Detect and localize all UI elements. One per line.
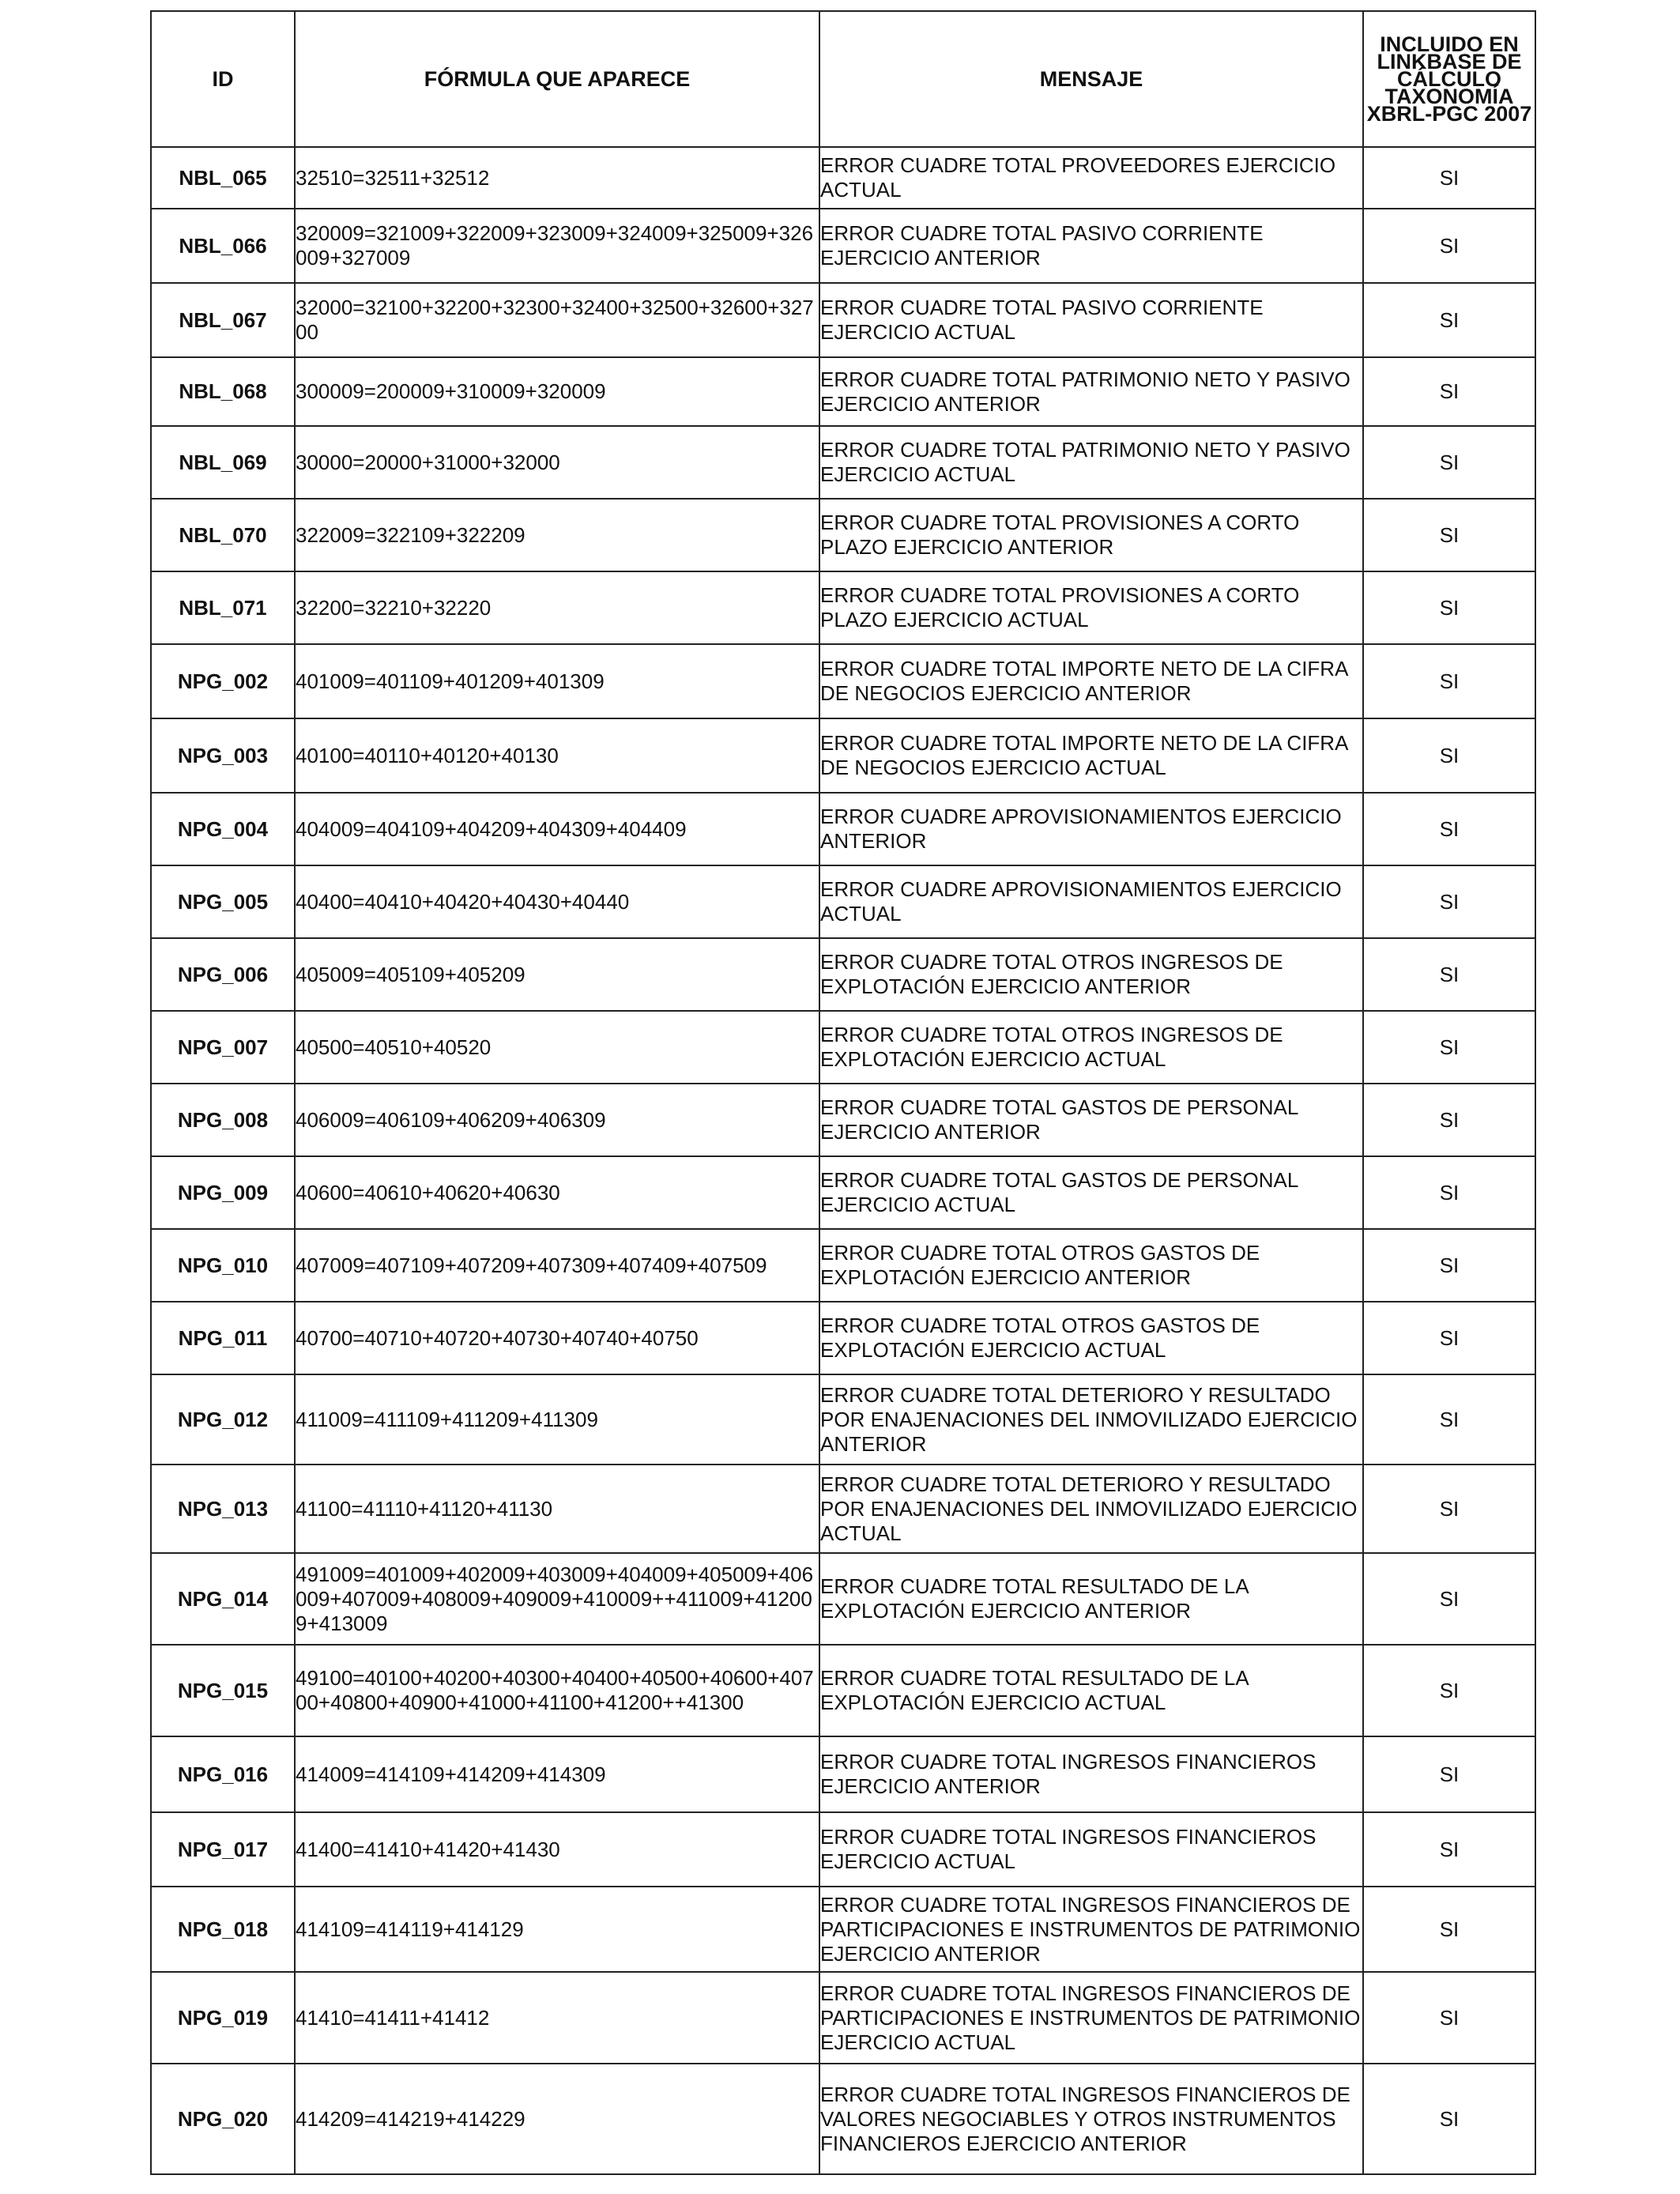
header-formula: FÓRMULA QUE APARECE: [295, 11, 819, 147]
row-message: ERROR CUADRE TOTAL GASTOS DE PERSONAL EJERCICIO ACTUAL: [819, 1156, 1363, 1229]
row-included: SI: [1363, 1736, 1535, 1812]
row-message: ERROR CUADRE TOTAL PASIVO CORRIENTE EJERCICIO ACTUAL: [819, 283, 1363, 357]
table-row: [151, 1887, 1535, 1972]
row-message: ERROR CUADRE TOTAL OTROS INGRESOS DE EXPLOTACIÓN EJERCICIO ACTUAL: [819, 1011, 1363, 1084]
row-included: SI: [1363, 499, 1535, 571]
row-formula: 32200=32210+32220: [295, 571, 819, 644]
table-row: [151, 1465, 1535, 1553]
table-row: [151, 571, 1535, 644]
row-included: SI: [1363, 1553, 1535, 1645]
row-formula: 300009=200009+310009+320009: [295, 357, 819, 426]
row-message: ERROR CUADRE TOTAL PROVISIONES A CORTO PLAZO EJERCICIO ANTERIOR: [819, 499, 1363, 571]
row-formula: 491009=401009+402009+403009+404009+405009+406009+407009+408009+409009+410009++411009+412009+413009: [295, 1553, 819, 1645]
header-id: ID: [151, 11, 295, 147]
row-id: NPG_020: [151, 2064, 295, 2174]
row-id: NPG_011: [151, 1302, 295, 1374]
table-row: [151, 1736, 1535, 1812]
row-id: NBL_071: [151, 571, 295, 644]
row-formula: 41100=41110+41120+41130: [295, 1465, 819, 1553]
row-id: NBL_067: [151, 283, 295, 357]
row-included: SI: [1363, 357, 1535, 426]
row-message: ERROR CUADRE TOTAL INGRESOS FINANCIEROS EJERCICIO ACTUAL: [819, 1812, 1363, 1887]
row-included: SI: [1363, 1229, 1535, 1302]
table-row: [151, 357, 1535, 426]
row-message: ERROR CUADRE TOTAL GASTOS DE PERSONAL EJERCICIO ANTERIOR: [819, 1084, 1363, 1156]
row-id: NPG_016: [151, 1736, 295, 1812]
table-header-row: [151, 11, 1535, 147]
row-formula: 406009=406109+406209+406309: [295, 1084, 819, 1156]
row-message: ERROR CUADRE TOTAL INGRESOS FINANCIEROS DE PARTICIPACIONES E INSTRUMENTOS DE PATRIMONIO EJERCICIO ANTERIOR: [819, 1887, 1363, 1972]
row-message: ERROR CUADRE TOTAL OTROS GASTOS DE EXPLOTACIÓN EJERCICIO ANTERIOR: [819, 1229, 1363, 1302]
row-id: NPG_014: [151, 1553, 295, 1645]
row-message: ERROR CUADRE TOTAL IMPORTE NETO DE LA CIFRA DE NEGOCIOS EJERCICIO ANTERIOR: [819, 644, 1363, 718]
row-formula: 41410=41411+41412: [295, 1972, 819, 2064]
table-row: [151, 1156, 1535, 1229]
row-id: NBL_069: [151, 426, 295, 499]
row-formula: 320009=321009+322009+323009+324009+325009+326009+327009: [295, 209, 819, 283]
row-formula: 411009=411109+411209+411309: [295, 1374, 819, 1465]
table-row: [151, 499, 1535, 571]
row-id: NPG_006: [151, 938, 295, 1011]
row-included: SI: [1363, 718, 1535, 793]
row-message: ERROR CUADRE APROVISIONAMIENTOS EJERCICIO ANTERIOR: [819, 793, 1363, 865]
table-row: [151, 644, 1535, 718]
row-message: ERROR CUADRE TOTAL PATRIMONIO NETO Y PASIVO EJERCICIO ACTUAL: [819, 426, 1363, 499]
row-formula: 40100=40110+40120+40130: [295, 718, 819, 793]
row-formula: 414109=414119+414129: [295, 1887, 819, 1972]
row-message: ERROR CUADRE TOTAL PATRIMONIO NETO Y PASIVO EJERCICIO ANTERIOR: [819, 357, 1363, 426]
row-message: ERROR CUADRE TOTAL DETERIORO Y RESULTADO POR ENAJENACIONES DEL INMOVILIZADO EJERCICIO ACTUAL: [819, 1465, 1363, 1553]
row-formula: 41400=41410+41420+41430: [295, 1812, 819, 1887]
row-formula: 40700=40710+40720+40730+40740+40750: [295, 1302, 819, 1374]
table-row: [151, 1374, 1535, 1465]
row-id: NPG_004: [151, 793, 295, 865]
row-formula: 322009=322109+322209: [295, 499, 819, 571]
row-id: NBL_065: [151, 147, 295, 209]
row-included: SI: [1363, 793, 1535, 865]
row-id: NBL_070: [151, 499, 295, 571]
table-row: [151, 1972, 1535, 2064]
row-formula: 405009=405109+405209: [295, 938, 819, 1011]
row-formula: 32510=32511+32512: [295, 147, 819, 209]
row-id: NPG_012: [151, 1374, 295, 1465]
row-included: SI: [1363, 1011, 1535, 1084]
table-row: [151, 1812, 1535, 1887]
row-included: SI: [1363, 1084, 1535, 1156]
row-id: NPG_009: [151, 1156, 295, 1229]
table-body: [151, 147, 1535, 2174]
row-included: SI: [1363, 2064, 1535, 2174]
table-row: [151, 718, 1535, 793]
row-included: SI: [1363, 1465, 1535, 1553]
row-message: ERROR CUADRE TOTAL OTROS GASTOS DE EXPLOTACIÓN EJERCICIO ACTUAL: [819, 1302, 1363, 1374]
row-message: ERROR CUADRE APROVISIONAMIENTOS EJERCICIO ACTUAL: [819, 865, 1363, 938]
table-row: [151, 426, 1535, 499]
row-included: SI: [1363, 1374, 1535, 1465]
row-included: SI: [1363, 865, 1535, 938]
row-id: NPG_002: [151, 644, 295, 718]
row-id: NPG_018: [151, 1887, 295, 1972]
table-row: [151, 1553, 1535, 1645]
table-row: [151, 793, 1535, 865]
row-id: NPG_007: [151, 1011, 295, 1084]
row-message: ERROR CUADRE TOTAL INGRESOS FINANCIEROS DE VALORES NEGOCIABLES Y OTROS INSTRUMENTOS FINANCIEROS EJERCICIO ANTERIOR: [819, 2064, 1363, 2174]
validation-rules-table: [150, 10, 1536, 2175]
row-formula: 32000=32100+32200+32300+32400+32500+32600+32700: [295, 283, 819, 357]
row-included: SI: [1363, 1812, 1535, 1887]
row-message: ERROR CUADRE TOTAL INGRESOS FINANCIEROS EJERCICIO ANTERIOR: [819, 1736, 1363, 1812]
table-row: [151, 1302, 1535, 1374]
row-included: SI: [1363, 938, 1535, 1011]
row-formula: 40600=40610+40620+40630: [295, 1156, 819, 1229]
row-formula: 407009=407109+407209+407309+407409+407509: [295, 1229, 819, 1302]
row-included: SI: [1363, 1645, 1535, 1736]
row-id: NPG_010: [151, 1229, 295, 1302]
row-included: SI: [1363, 644, 1535, 718]
row-included: SI: [1363, 209, 1535, 283]
row-included: SI: [1363, 1972, 1535, 2064]
row-included: SI: [1363, 426, 1535, 499]
row-included: SI: [1363, 1156, 1535, 1229]
table-row: [151, 2064, 1535, 2174]
row-formula: 414209=414219+414229: [295, 2064, 819, 2174]
row-id: NPG_017: [151, 1812, 295, 1887]
row-message: ERROR CUADRE TOTAL IMPORTE NETO DE LA CIFRA DE NEGOCIOS EJERCICIO ACTUAL: [819, 718, 1363, 793]
table-row: [151, 865, 1535, 938]
row-id: NPG_013: [151, 1465, 295, 1553]
table-row: [151, 1011, 1535, 1084]
row-formula: 40500=40510+40520: [295, 1011, 819, 1084]
row-formula: 30000=20000+31000+32000: [295, 426, 819, 499]
row-id: NPG_003: [151, 718, 295, 793]
row-message: ERROR CUADRE TOTAL PASIVO CORRIENTE EJERCICIO ANTERIOR: [819, 209, 1363, 283]
table-row: [151, 1084, 1535, 1156]
row-message: ERROR CUADRE TOTAL OTROS INGRESOS DE EXPLOTACIÓN EJERCICIO ANTERIOR: [819, 938, 1363, 1011]
header-included: INCLUIDO EN LINKBASE DE CÁLCULO TAXONOMÍA XBRL-PGC 2007: [1363, 11, 1535, 147]
row-id: NBL_066: [151, 209, 295, 283]
table-row: [151, 938, 1535, 1011]
table-row: [151, 1645, 1535, 1736]
row-message: ERROR CUADRE TOTAL INGRESOS FINANCIEROS DE PARTICIPACIONES E INSTRUMENTOS DE PATRIMONIO EJERCICIO ACTUAL: [819, 1972, 1363, 2064]
row-id: NPG_019: [151, 1972, 295, 2064]
table-row: [151, 1229, 1535, 1302]
row-included: SI: [1363, 147, 1535, 209]
row-formula: 40400=40410+40420+40430+40440: [295, 865, 819, 938]
row-id: NPG_005: [151, 865, 295, 938]
row-included: SI: [1363, 283, 1535, 357]
row-included: SI: [1363, 571, 1535, 644]
row-message: ERROR CUADRE TOTAL RESULTADO DE LA EXPLOTACIÓN EJERCICIO ACTUAL: [819, 1645, 1363, 1736]
row-formula: 49100=40100+40200+40300+40400+40500+40600+40700+40800+40900+41000+41100+41200++41300: [295, 1645, 819, 1736]
row-id: NPG_008: [151, 1084, 295, 1156]
row-formula: 401009=401109+401209+401309: [295, 644, 819, 718]
row-id: NBL_068: [151, 357, 295, 426]
table-row: [151, 209, 1535, 283]
row-included: SI: [1363, 1887, 1535, 1972]
row-message: ERROR CUADRE TOTAL PROVISIONES A CORTO PLAZO EJERCICIO ACTUAL: [819, 571, 1363, 644]
row-message: ERROR CUADRE TOTAL RESULTADO DE LA EXPLOTACIÓN EJERCICIO ANTERIOR: [819, 1553, 1363, 1645]
row-formula: 414009=414109+414209+414309: [295, 1736, 819, 1812]
table-row: [151, 147, 1535, 209]
header-message: MENSAJE: [819, 11, 1363, 147]
row-message: ERROR CUADRE TOTAL PROVEEDORES EJERCICIO ACTUAL: [819, 147, 1363, 209]
table-row: [151, 283, 1535, 357]
row-formula: 404009=404109+404209+404309+404409: [295, 793, 819, 865]
row-id: NPG_015: [151, 1645, 295, 1736]
row-included: SI: [1363, 1302, 1535, 1374]
row-message: ERROR CUADRE TOTAL DETERIORO Y RESULTADO POR ENAJENACIONES DEL INMOVILIZADO EJERCICIO ANTERIOR: [819, 1374, 1363, 1465]
